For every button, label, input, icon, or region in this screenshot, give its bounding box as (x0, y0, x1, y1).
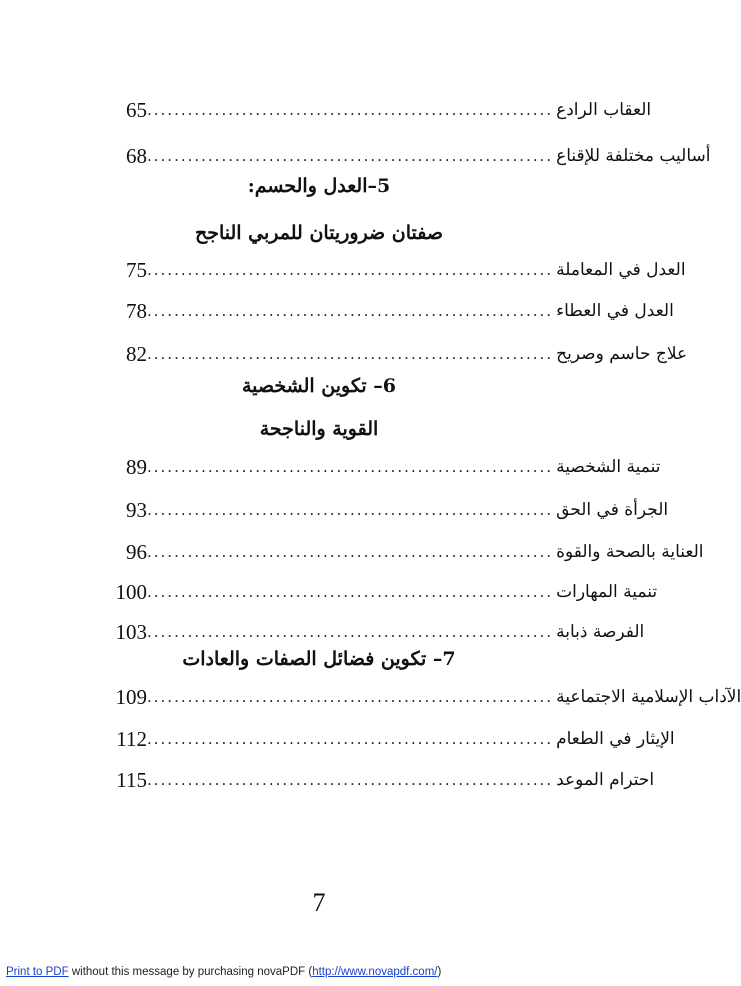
toc-page-number: 78 (126, 298, 147, 323)
toc-page-number: 112 (116, 726, 147, 751)
toc-row (103, 336, 688, 372)
toc-entry (147, 582, 657, 602)
toc-row (103, 721, 675, 757)
toc-row (103, 574, 658, 610)
toc-leader-dots: ............................................................ (147, 261, 554, 279)
toc-entry (147, 457, 660, 477)
toc-entry (147, 260, 686, 280)
toc-entry (147, 622, 644, 642)
toc-entry (147, 729, 675, 749)
toc-row (103, 534, 704, 570)
toc-title: الإيثار في الطعام (556, 729, 675, 749)
toc-title: العقاب الرادع (556, 100, 652, 120)
section-subheading: صفتان ضروريتان للمربي الناجح (194, 222, 444, 244)
print-to-pdf-link[interactable]: Print to PDF (6, 966, 69, 978)
toc-title: الجرأة في الحق (556, 500, 669, 520)
toc-title: علاج حاسم وصريح (556, 344, 688, 364)
toc-entry (147, 687, 741, 707)
toc-title: العدل في العطاء (556, 301, 674, 321)
toc-entry (147, 301, 674, 321)
toc-leader-dots: ............................................................ (147, 345, 554, 363)
toc-page-number: 82 (126, 341, 147, 366)
toc-leader-dots: ............................................................ (147, 688, 554, 706)
toc-title: العناية بالصحة والقوة (556, 542, 704, 562)
toc-page-number: 103 (115, 619, 147, 644)
toc-row (103, 614, 645, 650)
toc-page-number: 93 (126, 497, 147, 522)
toc-row (103, 492, 669, 528)
toc-title: العدل في المعاملة (556, 260, 686, 280)
toc-page-number: 65 (126, 97, 147, 122)
section-heading: 6– تكوين الشخصية (242, 375, 396, 397)
toc-leader-dots: ............................................................ (147, 101, 554, 119)
section-heading: 7– تكوين فضائل الصفات والعادات (182, 648, 456, 670)
toc-leader-dots: ............................................................ (147, 730, 554, 748)
toc-page-number: 115 (116, 767, 147, 792)
toc-row (103, 449, 661, 485)
toc-row (103, 138, 711, 174)
toc-row (103, 252, 686, 288)
toc-page-number: 89 (126, 454, 147, 479)
toc-title: تنمية المهارات (556, 582, 658, 602)
toc-title: تنمية الشخصية (556, 457, 661, 477)
toc-page-number: 96 (126, 539, 147, 564)
pdf-watermark-footer (6, 966, 441, 978)
toc-entry (147, 500, 668, 520)
toc-entry (147, 146, 711, 166)
footer-text: without this message by purchasing novaPDF ( (68, 966, 313, 978)
toc-page-number: 109 (115, 684, 147, 709)
toc-row (103, 92, 652, 128)
toc-title: احترام الموعد (556, 770, 655, 790)
toc-page-number: 100 (115, 579, 147, 604)
section-subheading: القوية والناجحة (259, 418, 379, 440)
toc-leader-dots: ............................................................ (147, 501, 554, 519)
toc-title: أساليب مختلفة للإقناع (556, 146, 711, 166)
toc-row (103, 293, 674, 329)
toc-leader-dots: ............................................................ (147, 147, 554, 165)
toc-title: الآداب الإسلامية الاجتماعية (556, 687, 741, 707)
section-heading: 5–العدل والحسم: (247, 175, 391, 197)
toc-leader-dots: ............................................................ (147, 623, 554, 641)
toc-page-number: 75 (126, 257, 147, 282)
toc-leader-dots: ............................................................ (147, 583, 554, 601)
toc-leader-dots: ............................................................ (147, 771, 554, 789)
footer-text-end: ) (437, 966, 442, 978)
toc-entry (147, 344, 687, 364)
toc-entry (147, 100, 651, 120)
toc-row (103, 762, 655, 798)
toc-leader-dots: ............................................................ (147, 458, 554, 476)
toc-leader-dots: ............................................................ (147, 302, 554, 320)
toc-leader-dots: ............................................................ (147, 543, 554, 561)
page-number: 7 (312, 888, 326, 917)
toc-page-number: 68 (126, 143, 147, 168)
toc-title: الفرصة ذبابة (556, 622, 645, 642)
novapdf-url-link[interactable]: http://www.novapdf.com/ (312, 966, 438, 978)
toc-entry (147, 542, 703, 562)
toc-entry (147, 770, 654, 790)
toc-row (103, 679, 741, 715)
